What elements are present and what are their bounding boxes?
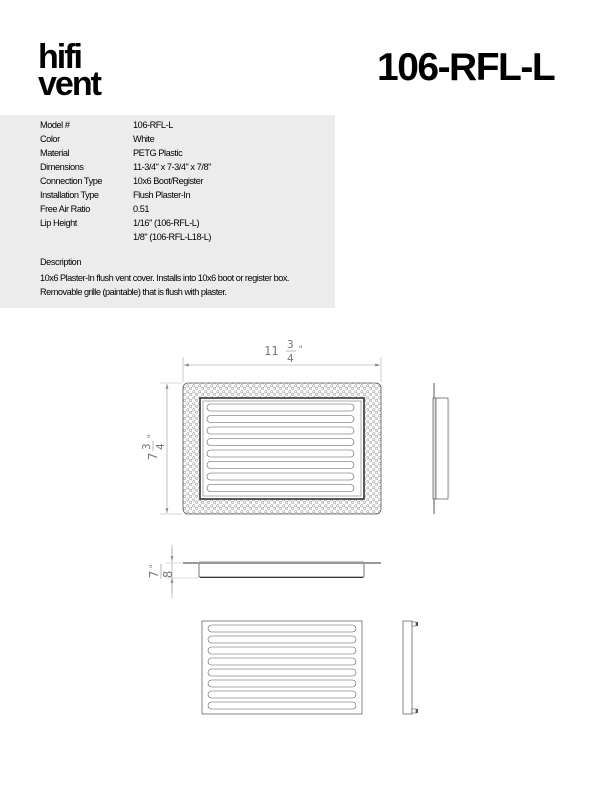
spec-value: 1/16" (106-RFL-L) <box>133 218 200 228</box>
front-view <box>140 338 381 514</box>
depth-dim-den: 8 <box>161 570 175 578</box>
logo-line-vent: vent <box>38 65 100 103</box>
model-title: 106-RFL-L <box>377 46 555 89</box>
description-label: Description <box>40 257 82 267</box>
edge-view <box>147 545 381 598</box>
height-dim-num: 3 <box>140 443 153 450</box>
width-dim-num: 3 <box>287 338 294 351</box>
width-dim-unit: " <box>298 345 304 355</box>
description-line-1: 10x6 Plaster-In flush vent cover. Installs into 10x6 boot or register box. <box>40 273 289 283</box>
height-dimension <box>140 383 182 514</box>
spec-value: White <box>133 134 155 144</box>
spec-label: Material <box>40 148 70 158</box>
spec-value: PETG Plastic <box>133 148 183 158</box>
width-dim-den: 4 <box>287 352 294 365</box>
removable-grille-front <box>202 621 362 714</box>
width-dim-whole: 11 <box>264 344 279 358</box>
spec-value: 1/8" (106-RFL-L18-L) <box>133 232 212 242</box>
spec-label: Color <box>40 134 60 144</box>
logo-line-hifi: hifi <box>38 38 81 76</box>
spec-label: Connection Type <box>40 176 103 186</box>
spec-value: Flush Plaster-In <box>133 190 191 200</box>
side-view <box>433 383 449 514</box>
spec-label: Lip Height <box>40 218 77 228</box>
spec-value: 11-3/4" x 7-3/4" x 7/8" <box>133 162 211 172</box>
height-dim-whole: 7 <box>146 452 160 460</box>
spec-value: 106-RFL-L <box>133 120 173 130</box>
spec-label: Free Air Ratio <box>40 204 90 214</box>
depth-dim-num: 7 <box>147 570 161 578</box>
spec-label: Dimensions <box>40 162 84 172</box>
width-dimension <box>183 338 381 382</box>
height-dim-den: 4 <box>154 443 167 450</box>
removable-grille-side <box>403 621 418 714</box>
spec-label: Installation Type <box>40 190 99 200</box>
description-line-2: Removable grille (paintable) that is flush with plaster. <box>40 287 227 297</box>
height-dim-unit: " <box>147 433 157 439</box>
spec-value: 0.51 <box>133 204 150 214</box>
spec-value: 10x6 Boot/Register <box>133 176 204 186</box>
depth-dim-unit: " <box>149 563 159 569</box>
spec-label: Model # <box>40 120 70 130</box>
